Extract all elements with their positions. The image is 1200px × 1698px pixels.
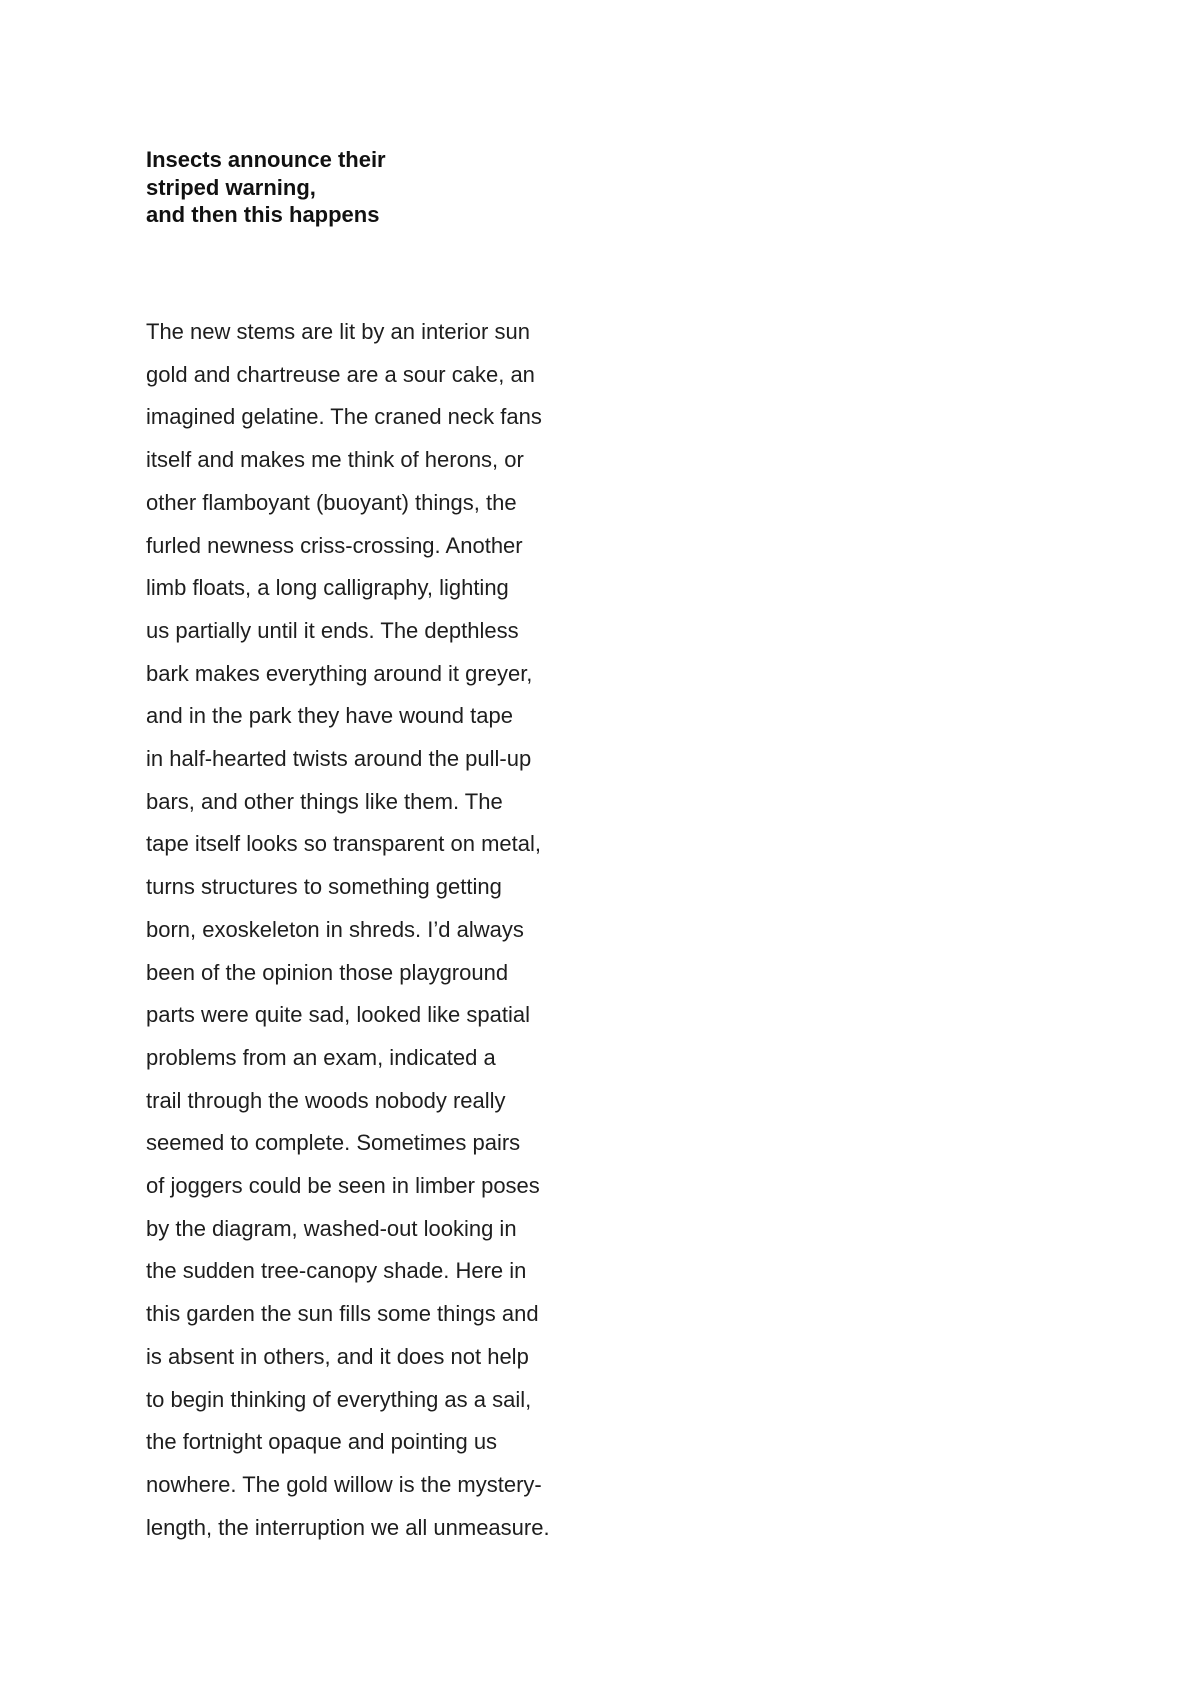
poem-line: bars, and other things like them. The [146,788,503,814]
title-line: Insects announce their [146,147,386,172]
poem-line: the sudden tree-canopy shade. Here in [146,1258,527,1284]
poem-line: other flamboyant (buoyant) things, the [146,489,517,515]
poem-line: trail through the woods nobody really [146,1087,506,1113]
poem-line: nowhere. The gold willow is the mystery- [146,1471,542,1497]
poem-line: of joggers could be seen in limber poses [146,1173,540,1199]
poem-line: bark makes everything around it greyer, [146,660,533,686]
title-line: striped warning, [146,174,316,200]
poem-body [146,311,550,1549]
poem-line: been of the opinion those playground [146,959,509,985]
poem-line: by the diagram, washed-out looking in [146,1215,517,1241]
poem-line: in half-hearted twists around the pull-up [146,746,532,772]
poem-title [146,146,386,229]
poem-line: seemed to complete. Sometimes pairs [146,1130,521,1156]
poem-line: gold and chartreuse are a sour cake, an [146,361,535,387]
poem-line: us partially until it ends. The depthless [146,617,519,643]
poem-line: problems from an exam, indicated a [146,1044,496,1070]
poem-line: and in the park they have wound tape [146,703,513,729]
poem-line: born, exoskeleton in shreds. I’d always [146,916,524,942]
poem-line: to begin thinking of everything as a sail, [146,1386,532,1412]
poem-line: turns structures to something getting [146,874,502,900]
poem-line: is absent in others, and it does not help [146,1343,529,1369]
poem-line: length, the interruption we all unmeasure. [146,1514,550,1540]
poem-line: tape itself looks so transparent on metal, [146,831,541,857]
poem-line: parts were quite sad, looked like spatial [146,1002,530,1028]
poem-line: the fortnight opaque and pointing us [146,1429,498,1455]
poem-line: imagined gelatine. The craned neck fans [146,404,542,430]
poem-line: this garden the sun fills some things and [146,1301,539,1327]
poem-line: furled newness criss-crossing. Another [146,532,523,558]
title-line: and then this happens [146,202,380,227]
poem-line: itself and makes me think of herons, or [146,447,524,473]
poem-line: limb floats, a long calligraphy, lighting [146,575,509,601]
poem-line: The new stems are lit by an interior sun [146,319,530,344]
